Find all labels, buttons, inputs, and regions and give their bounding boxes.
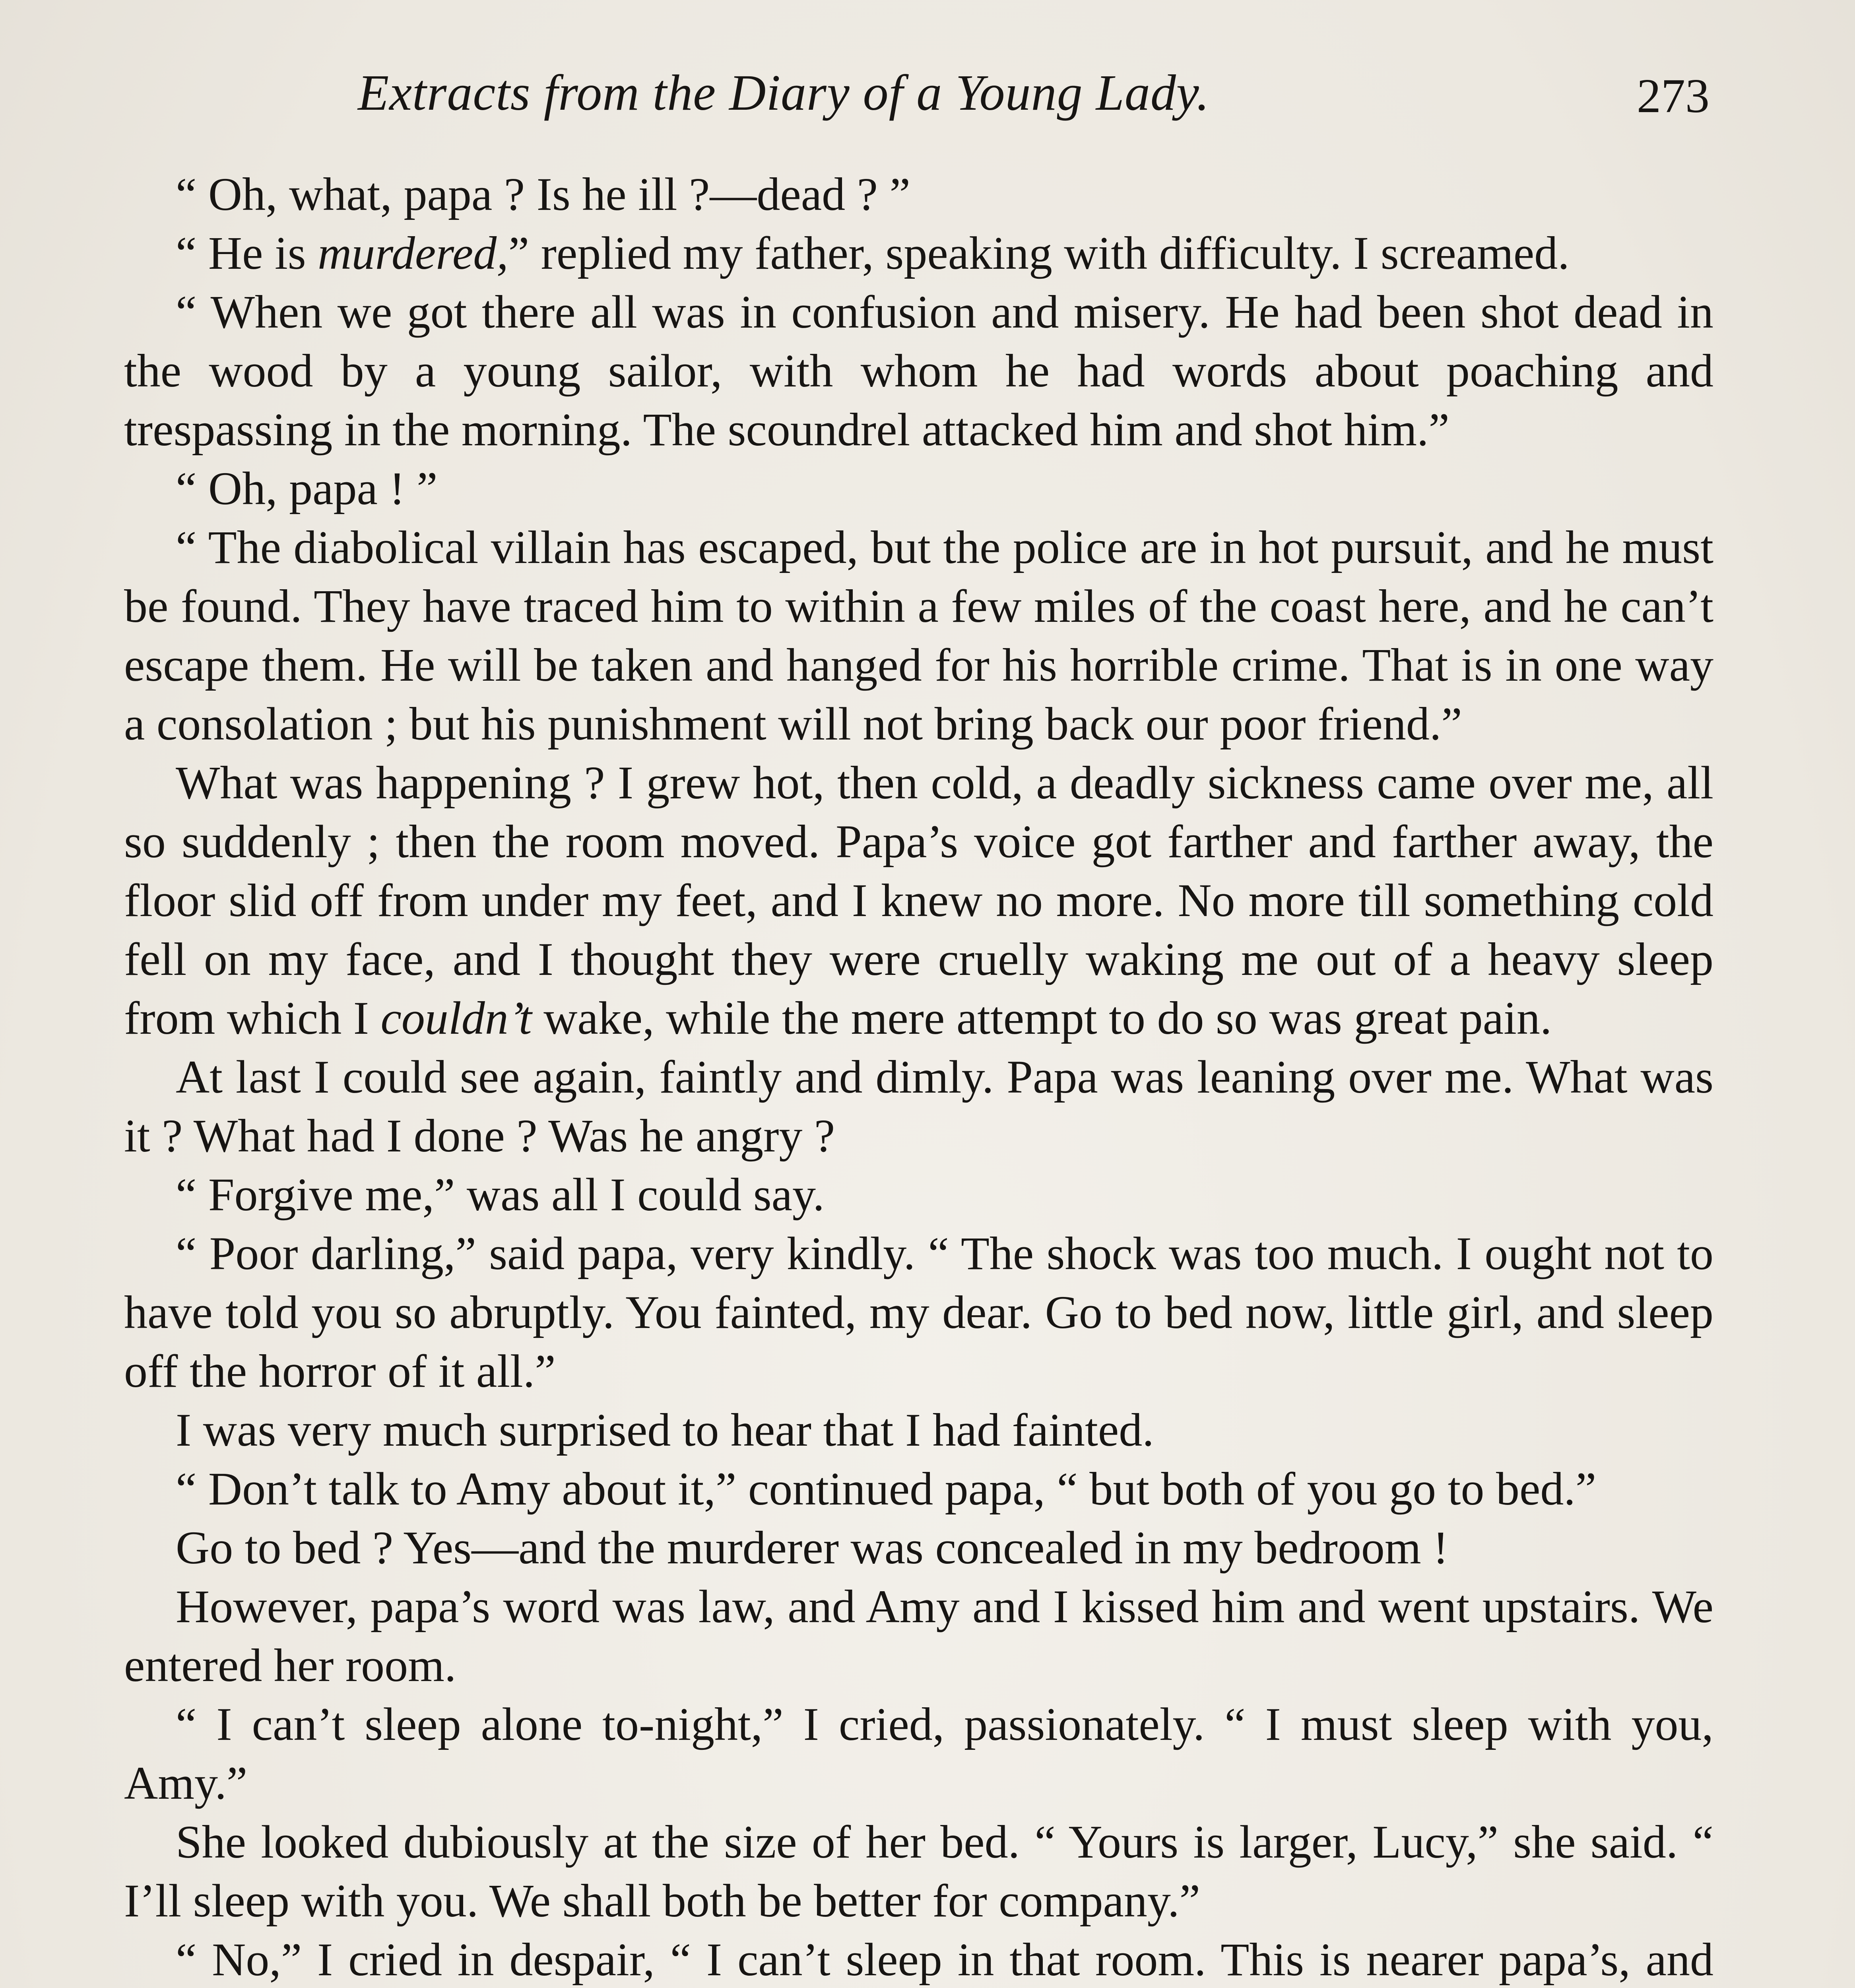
- paragraph-10: I was very much surprised to hear that I had fainted.: [176, 1404, 1154, 1456]
- paragraph-7: At last I could see again, faintly and dimly. Papa was leaning over me. What was it ? What had I done ? Was he angry ?: [124, 1051, 1713, 1162]
- paragraph-9: “ Poor darling,” said papa, very kindly. “ The shock was too much. I ought not to have told you so abruptly. You fainted, my dear. Go to bed now, little girl, and sleep off the horror of it all.”: [124, 1227, 1713, 1397]
- paragraph-15: She looked dubiously at the size of her bed. “ Yours is larger, Lucy,” she said. “ I’ll sleep with you. We shall both be better for company.”: [124, 1816, 1713, 1927]
- paragraph-12: Go to bed ? Yes—and the murderer was concealed in my bedroom !: [176, 1522, 1449, 1574]
- paragraph-1: “ Oh, what, papa ? Is he ill ?—dead ? ”: [176, 168, 910, 220]
- paragraph-3: “ When we got there all was in confusion and misery. He had been shot dead in the wood by a young sailor, with whom he had words about poaching and trespassing in the morning. The scoundrel attacked him and shot him.”: [124, 286, 1713, 456]
- emphasis-couldnt: couldn’t: [380, 992, 532, 1044]
- emphasis-murdered: murdered,: [318, 227, 508, 279]
- paragraph-6: What was happening ? I grew hot, then cold, a deadly sickness came over me, all so suddenly ; then the room moved. Papa’s voice got farther and farther away, the floor slid off from under my feet, and I knew no more. No more till something cold fell on my face, and I thought they were cruelly waking me out of a heavy sleep from which I couldn’t wake, while the mere attempt to do so was great pain.: [124, 757, 1713, 1044]
- body-text: [124, 165, 1713, 1988]
- page-number: 273: [1637, 69, 1709, 123]
- paragraph-16: “ No,” I cried in despair, “ I can’t sleep in that room. This is nearer papa’s, and: [176, 1934, 1713, 1986]
- paragraph-4: “ Oh, papa ! ”: [176, 462, 438, 514]
- running-title: Extracts from the Diary of a Young Lady.: [358, 64, 1210, 121]
- paragraph-13: However, papa’s word was law, and Amy and I kissed him and went upstairs. We entered her room.: [124, 1580, 1713, 1691]
- paragraph-2: “ He is murdered,” replied my father, speaking with difficulty. I screamed.: [176, 227, 1570, 279]
- paragraph-8: “ Forgive me,” was all I could say.: [176, 1169, 825, 1221]
- paragraph-5: “ The diabolical villain has escaped, but the police are in hot pursuit, and he must be found. They have traced him to within a few miles of the coast here, and he can’t escape them. He will be taken and hanged for his horrible crime. That is in one way a consolation ; but his punishment will not bring back our poor friend.”: [124, 521, 1713, 750]
- running-head: [119, 64, 1709, 143]
- paragraph-14: “ I can’t sleep alone to-night,” I cried, passionately. “ I must sleep with you, Amy.”: [124, 1698, 1713, 1809]
- paragraph-11: “ Don’t talk to Amy about it,” continued papa, “ but both of you go to bed.”: [176, 1463, 1597, 1515]
